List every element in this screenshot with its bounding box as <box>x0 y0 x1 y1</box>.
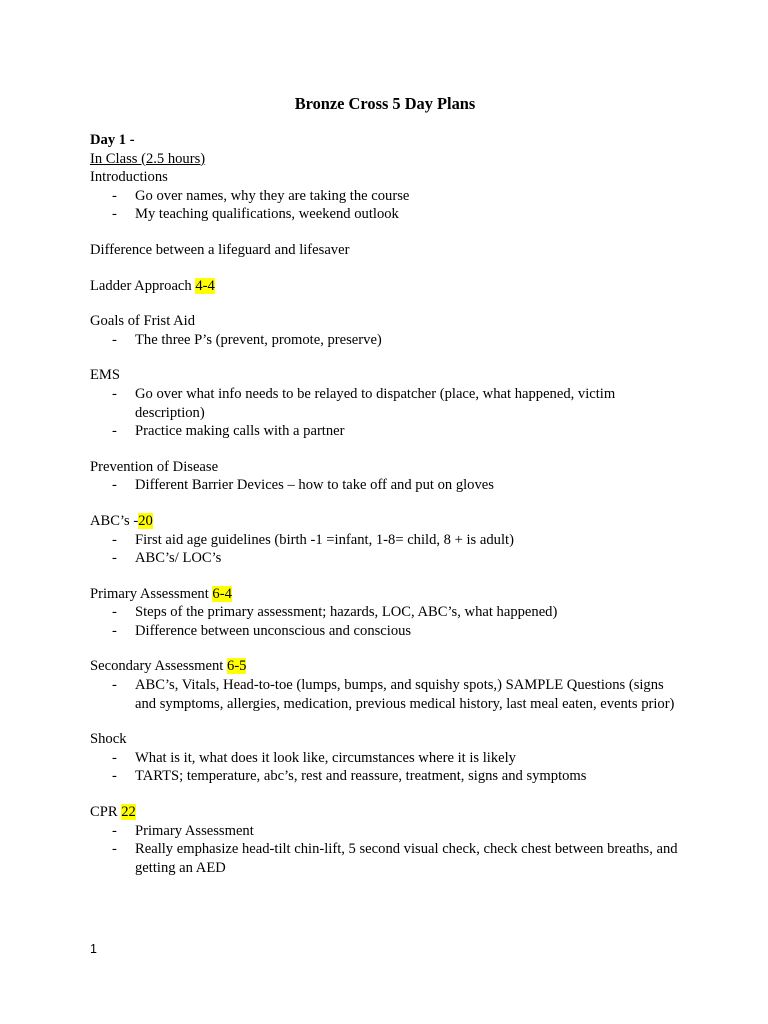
bullet-item <box>90 822 680 841</box>
bullet-text: What is it, what does it look like, circumstances where it is likely <box>135 749 516 766</box>
bullet-text: My teaching qualifications, weekend outlook <box>135 206 399 223</box>
bullet-list <box>90 822 680 878</box>
bullet-item <box>90 622 680 641</box>
section-list <box>90 168 680 877</box>
section-heading <box>90 312 680 331</box>
bullet-item <box>90 476 680 495</box>
section-label: Secondary Assessment <box>90 658 228 675</box>
section <box>90 730 680 786</box>
section-heading <box>90 277 680 296</box>
section-label: Ladder Approach <box>90 277 196 294</box>
bullet-text: Primary Assessment <box>135 822 254 839</box>
dash-bullet-icon: - <box>112 604 117 621</box>
section <box>90 657 680 713</box>
dash-bullet-icon: - <box>112 749 117 766</box>
bullet-item <box>90 749 680 768</box>
section <box>90 277 680 296</box>
dash-bullet-icon: - <box>112 187 117 204</box>
bullet-text: The three P’s (prevent, promote, preserve) <box>135 331 382 348</box>
dash-bullet-icon: - <box>112 477 117 494</box>
bullet-item <box>90 767 680 786</box>
section <box>90 512 680 568</box>
section-label: Goals of Frist Aid <box>90 313 195 330</box>
page-number: 1 <box>90 942 97 956</box>
bullet-item <box>90 187 680 206</box>
bullet-list <box>90 476 680 495</box>
document-body <box>90 92 680 877</box>
section-heading <box>90 366 680 385</box>
dash-bullet-icon: - <box>112 841 117 858</box>
bullet-text: Difference between unconscious and conscious <box>135 622 412 639</box>
section-heading <box>90 585 680 604</box>
dash-bullet-icon: - <box>112 768 117 785</box>
bullet-item <box>90 385 680 422</box>
bullet-item <box>90 840 680 877</box>
page-reference-highlight: 20 <box>138 512 153 529</box>
bullet-item <box>90 205 680 224</box>
section-label: Shock <box>90 731 127 748</box>
section-label: CPR <box>90 804 122 821</box>
dash-bullet-icon: - <box>112 423 117 440</box>
bullet-text: First aid age guidelines (birth -1 =infant, 1-8= child, 8 + is adult) <box>135 531 514 548</box>
bullet-text: Go over what info needs to be relayed to dispatcher (place, what happened, victim description) <box>135 385 616 421</box>
section <box>90 366 680 440</box>
dash-bullet-icon: - <box>112 206 117 223</box>
dash-bullet-icon: - <box>112 622 117 639</box>
bullet-text: ABC’s, Vitals, Head-to-toe (lumps, bumps, and squishy spots,) SAMPLE Questions (signs and symptoms, allergies, medication, previous medical history, last meal eaten, events prior) <box>135 677 675 712</box>
page-reference-highlight: 6-5 <box>227 658 247 675</box>
dash-bullet-icon: - <box>112 677 117 694</box>
page-reference-highlight: 22 <box>121 804 136 821</box>
bullet-list <box>90 187 680 224</box>
section-heading <box>90 657 680 676</box>
section <box>90 241 680 260</box>
bullet-text: Practice making calls with a partner <box>135 423 345 440</box>
bullet-item <box>90 331 680 350</box>
bullet-item <box>90 422 680 441</box>
bullet-text: Go over names, why they are taking the course <box>135 187 410 204</box>
document-title: Bronze Cross 5 Day Plans <box>294 94 476 113</box>
dash-bullet-icon: - <box>112 385 117 402</box>
bullet-list <box>90 531 680 568</box>
section <box>90 168 680 224</box>
day-heading: Day 1 - <box>90 132 135 148</box>
bullet-text: ABC’s/ LOC’s <box>135 550 222 567</box>
bullet-item <box>90 549 680 568</box>
section-heading <box>90 241 680 260</box>
dash-bullet-icon: - <box>112 531 117 548</box>
section-label: ABC’s - <box>90 512 139 529</box>
bullet-text: TARTS; temperature, abc’s, rest and reassure, treatment, signs and symptoms <box>135 768 587 785</box>
bullet-list <box>90 676 680 713</box>
section-heading <box>90 168 680 187</box>
class-subheading: In Class (2.5 hours) <box>90 150 206 167</box>
section <box>90 458 680 495</box>
bullet-list <box>90 385 680 441</box>
section-label: Primary Assessment <box>90 585 213 602</box>
section-heading <box>90 803 680 822</box>
dash-bullet-icon: - <box>112 822 117 839</box>
section-heading <box>90 458 680 477</box>
section-label: Prevention of Disease <box>90 458 219 475</box>
bullet-item <box>90 603 680 622</box>
bullet-item <box>90 676 680 713</box>
page-reference-highlight: 6-4 <box>212 585 232 602</box>
bullet-list <box>90 331 680 350</box>
section-label: Introductions <box>90 169 168 186</box>
dash-bullet-icon: - <box>112 331 117 348</box>
bullet-list <box>90 749 680 786</box>
section-label: EMS <box>90 367 121 384</box>
dash-bullet-icon: - <box>112 550 117 567</box>
section <box>90 585 680 641</box>
section-heading <box>90 730 680 749</box>
page-reference-highlight: 4-4 <box>195 277 215 294</box>
bullet-item <box>90 531 680 550</box>
bullet-text: Really emphasize head-tilt chin-lift, 5 second visual check, check chest between breaths, and getting an AED <box>135 841 678 876</box>
section-heading <box>90 512 680 531</box>
bullet-list <box>90 603 680 640</box>
section <box>90 312 680 349</box>
section <box>90 803 680 877</box>
bullet-text: Different Barrier Devices – how to take off and put on gloves <box>135 477 494 494</box>
bullet-text: Steps of the primary assessment; hazards, LOC, ABC’s, what happened) <box>135 604 558 621</box>
section-label: Difference between a lifeguard and lifesaver <box>90 241 350 258</box>
